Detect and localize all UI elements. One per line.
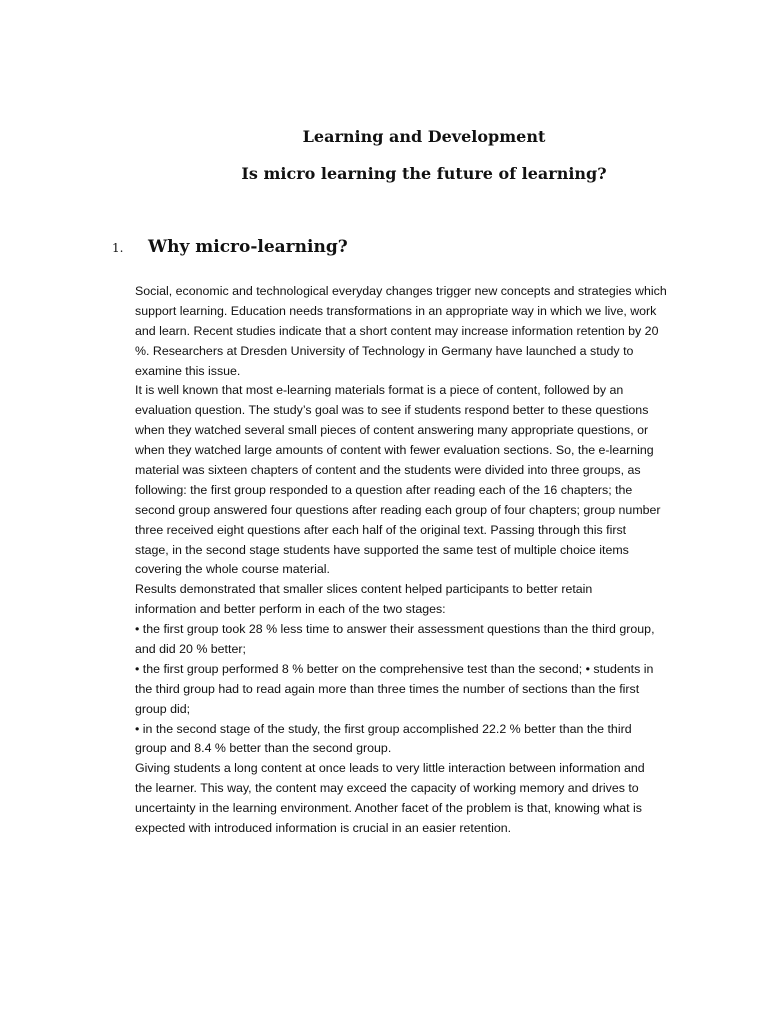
- body-line: and learn. Recent studies indicate that a short content may increase information retention by 20: [135, 323, 659, 338]
- body-line: • the first group took 28 % less time to answer their assessment questions than the third group,: [135, 622, 655, 637]
- body-line: evaluation question. The study’s goal was to see if students respond better to these questions: [135, 403, 649, 418]
- body-line: Social, economic and technological everyday changes trigger new concepts and strategies which: [135, 284, 667, 298]
- body-line: • the first group performed 8 % better on the comprehensive test than the second; • students in: [135, 661, 654, 676]
- body-line: three received eight questions after each half of the original text. Passing through this first: [135, 522, 627, 537]
- body-line: the third group had to read again more than three times the number of sections than the first: [135, 681, 640, 696]
- document-title: Learning and Development: [302, 127, 546, 146]
- body-line: stage, in the second stage students have supported the same test of multiple choice items: [135, 542, 629, 557]
- body-line: Giving students a long content at once leads to very little interaction between information and: [135, 761, 645, 776]
- body-line: when they watched large amounts of content with fewer evaluation sections. So, the e-learning: [135, 443, 654, 458]
- body-line: • in the second stage of the study, the first group accomplished 22.2 % better than the third: [135, 721, 632, 736]
- body-line: uncertainty in the learning environment. Another facet of the problem is that, knowing what is: [135, 801, 642, 816]
- body-line: Results demonstrated that smaller slices content helped participants to better retain: [135, 582, 593, 597]
- body-line: examine this issue.: [135, 363, 241, 378]
- section-heading: [112, 237, 348, 257]
- body-line: group did;: [135, 701, 191, 716]
- body-line: support learning. Education needs transformations in an appropriate way in which we live, work: [135, 303, 657, 318]
- body-line: It is well known that most e-learning materials format is a piece of content, followed by an: [135, 383, 624, 398]
- section-title: Why micro-learning?: [148, 237, 348, 257]
- body-line: when they watched several small pieces of content answering many appropriate questions, or: [135, 423, 649, 438]
- body-line: material was sixteen chapters of content and the students were divided into three groups, as: [135, 463, 641, 478]
- body-line: covering the whole course material.: [135, 562, 330, 577]
- body-line: following: the first group responded to a question after reading each of the 16 chapters; the: [135, 482, 633, 497]
- body-line: and did 20 % better;: [135, 642, 246, 657]
- body-line: second group answered four questions after reading each group of four chapters; group number: [135, 502, 661, 517]
- body-line: group and 8.4 % better than the second group.: [135, 741, 392, 756]
- body-text: [135, 282, 695, 839]
- body-line: expected with introduced information is crucial in an easier retention.: [135, 821, 512, 836]
- body-line: information and better perform in each of the two stages:: [135, 602, 446, 617]
- document-subtitle: Is micro learning the future of learning?: [241, 164, 607, 183]
- section-number: 1.: [112, 241, 124, 255]
- body-line: the learner. This way, the content may exceed the capacity of working memory and drives to: [135, 781, 639, 796]
- body-line: %. Researchers at Dresden University of Technology in Germany have launched a study to: [135, 343, 634, 358]
